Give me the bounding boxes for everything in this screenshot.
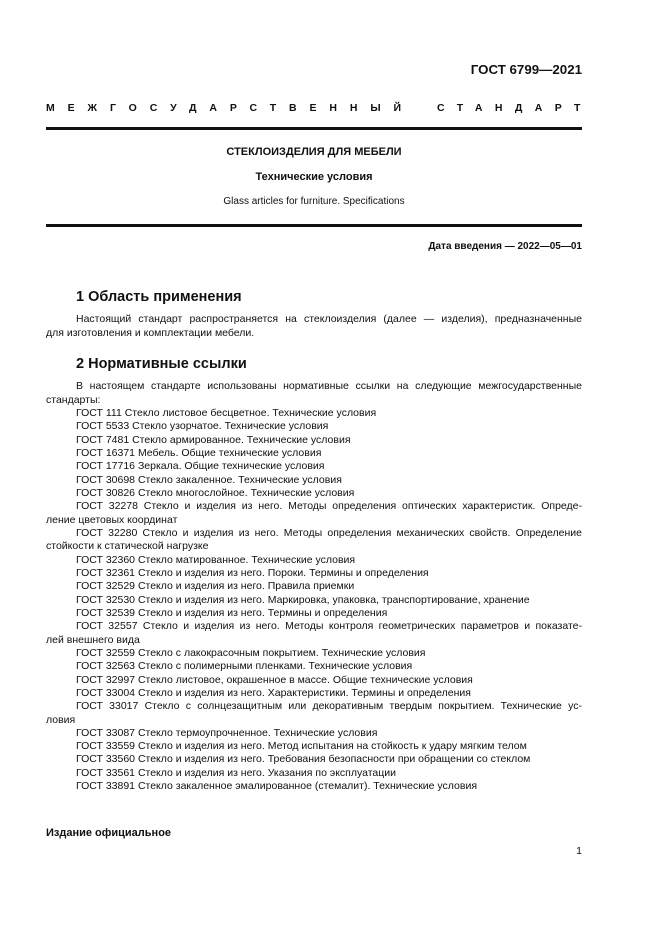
document-title: СТЕКЛОИЗДЕЛИЯ ДЛЯ МЕБЕЛИ [226,146,402,158]
banner-interstate: МЕЖГОСУДАРСТВЕННЫЙ [46,102,414,114]
reference-item: ГОСТ 33560 Стекло и изделия из него. Требования безопасности при обращении со стеклом [76,753,531,766]
reference-item: ГОСТ 32280 Стекло и изделия из него. Методы определения механических свойств. Определение [76,526,582,539]
reference-item: ГОСТ 17716 Зеркала. Общие технические условия [76,460,325,473]
reference-item: ГОСТ 16371 Мебель. Общие технические условия [76,446,322,459]
reference-item: ГОСТ 32530 Стекло и изделия из него. Маркировка, упаковка, транспортирование, хранение [76,593,530,606]
reference-item: ГОСТ 32361 Стекло и изделия из него. Пороки. Термины и определения [76,566,429,579]
reference-item-continuation: стойкости к статической нагрузке [46,540,209,553]
reference-item: ГОСТ 32559 Стекло с лакокрасочным покрытием. Технические условия [76,646,426,659]
top-rule [46,127,582,130]
reference-item: ГОСТ 33891 Стекло закаленное эмалированное (стемалит). Технические условия [76,780,478,793]
paragraph-line: для изготовления и комплектации мебели. [46,326,255,339]
section-2-body [46,380,582,793]
reference-item: ГОСТ 32278 Стекло и изделия из него. Методы определения оптических характеристик. Опреде- [76,500,582,513]
reference-item: ГОСТ 32360 Стекло матированное. Технические условия [76,553,356,566]
reference-item: ГОСТ 33559 Стекло и изделия из него. Метод испытания на стойкость к удару мягким телом [76,740,527,753]
reference-item-continuation: ловия [46,713,76,726]
document-subtitle: Технические условия [255,171,373,183]
section-1-body [46,313,582,340]
reference-item: ГОСТ 5533 Стекло узорчатое. Технические условия [76,420,329,433]
reference-item: ГОСТ 32539 Стекло и изделия из него. Термины и определения [76,606,388,619]
section-2-heading: 2 Нормативные ссылки [76,356,247,372]
page-number: 1 [576,845,582,857]
document-number: ГОСТ 6799—2021 [470,62,582,77]
paragraph-line: Настоящий стандарт распространяется на стеклоизделия (далее — изделия), предназначенные [76,313,582,325]
english-title: Glass articles for furniture. Specifications [223,196,405,207]
official-edition-label: Издание официальное [46,827,172,839]
paragraph-line: В настоящем стандарте использованы нормативные ссылки на следующие межгосударственные [76,380,582,393]
banner-standard: СТАНДАРТ [437,102,593,114]
paragraph-line: стандарты: [46,393,101,406]
reference-item: ГОСТ 111 Стекло листовое бесцветное. Технические условия [76,406,377,419]
reference-item: ГОСТ 32563 Стекло с полимерными пленками. Технические условия [76,660,413,673]
reference-item: ГОСТ 33561 Стекло и изделия из него. Указания по эксплуатации [76,766,396,779]
bottom-rule [46,224,582,227]
reference-item: ГОСТ 32557 Стекло и изделия из него. Методы контроля геометрических параметров и показате- [76,620,582,633]
reference-item: ГОСТ 30826 Стекло многослойное. Технические условия [76,486,355,499]
reference-item: ГОСТ 32529 Стекло и изделия из него. Правила приемки [76,580,355,593]
reference-item: ГОСТ 33004 Стекло и изделия из него. Характеристики. Термины и определения [76,686,471,699]
reference-item-continuation: лей внешнего вида [46,633,140,646]
reference-item: ГОСТ 7481 Стекло армированное. Технические условия [76,433,351,446]
reference-item: ГОСТ 30698 Стекло закаленное. Технические условия [76,473,342,486]
reference-item: ГОСТ 33017 Стекло с солнцезащитным или декоративным твердым покрытием. Технические ус- [76,700,582,713]
reference-item-continuation: ление цветовых координат [46,513,178,526]
reference-item: ГОСТ 32997 Стекло листовое, окрашенное в массе. Общие технические условия [76,673,473,686]
reference-item: ГОСТ 33087 Стекло термоупрочненное. Технические условия [76,726,378,739]
section-1-heading: 1 Область применения [76,289,242,305]
effective-date: Дата введения — 2022—05—01 [428,241,582,252]
